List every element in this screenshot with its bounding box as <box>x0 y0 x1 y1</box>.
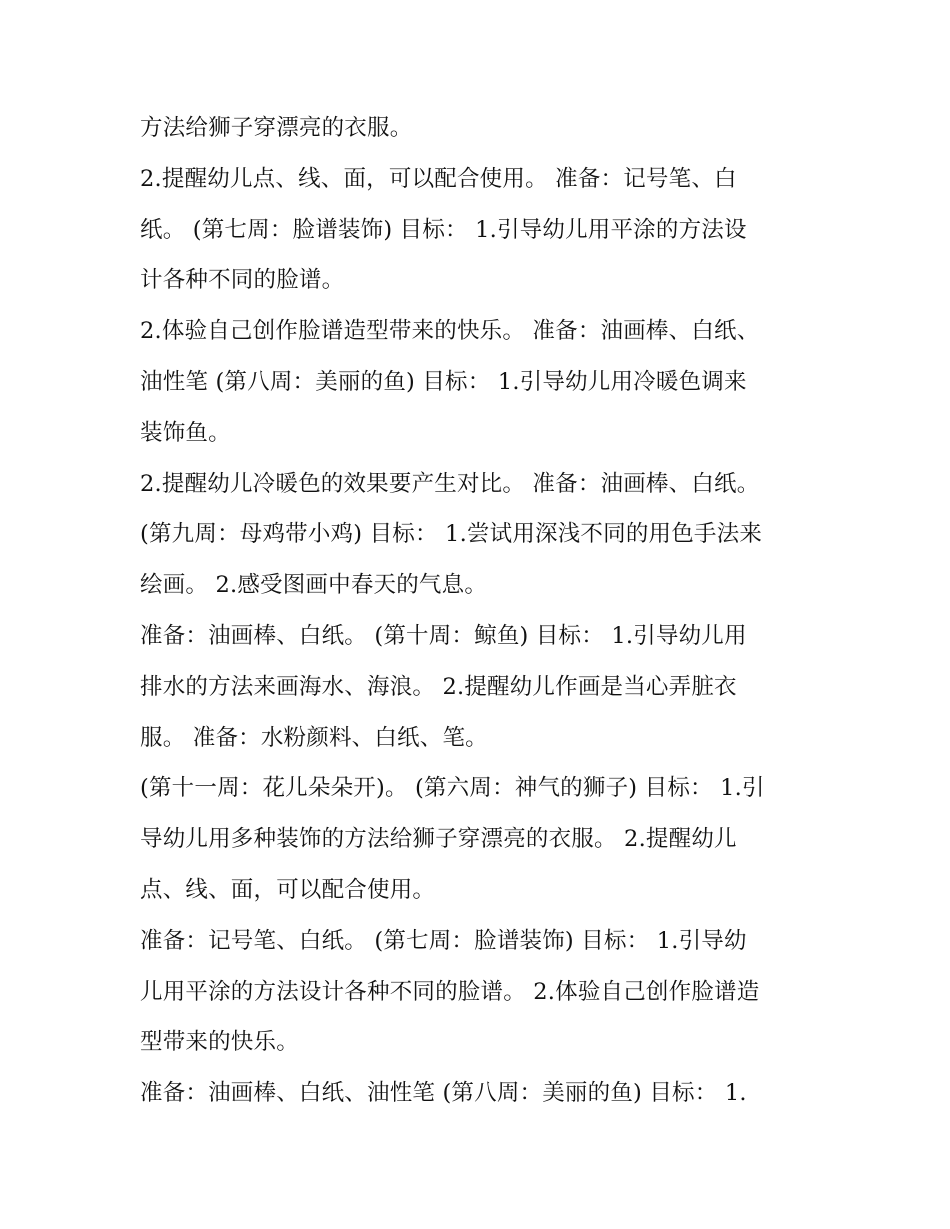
text-line: (第九周：母鸡带小鸡) 目标： 1.尝试用深浅不同的用色手法来 <box>140 521 763 548</box>
text-line: 点、线、面，可以配合使用。 <box>140 876 436 903</box>
text-line: 排水的方法来画海水、海浪。 2.提醒幼儿作画是当心弄脏衣 <box>140 673 737 700</box>
text-line: 装饰鱼。 <box>140 419 231 446</box>
text-line: 绘画。 2.感受图画中春天的气息。 <box>140 572 488 599</box>
text-line: 型带来的快乐。 <box>140 1029 299 1056</box>
text-line: 计各种不同的脸谱。 <box>140 267 345 294</box>
text-line: 方法给狮子穿漂亮的衣服。 <box>140 115 413 141</box>
text-line: 2.提醒幼儿冷暖色的效果要产生对比。 准备：油画棒、白纸。 <box>140 470 760 497</box>
text-line: 准备：记号笔、白纸。 (第七周：脸谱装饰) 目标： 1.引导幼 <box>140 927 747 954</box>
document-body <box>140 103 830 1119</box>
text-line: 儿用平涂的方法设计各种不同的脸谱。 2.体验自己创作脸谱造 <box>140 978 760 1005</box>
text-line: 准备：油画棒、白纸。 (第十周：鲸鱼) 目标： 1.引导幼儿用 <box>140 622 747 649</box>
text-line: 服。 准备：水粉颜料、白纸、笔。 <box>140 724 488 751</box>
text-line: 2.体验自己创作脸谱造型带来的快乐。 准备：油画棒、白纸、 <box>140 318 760 345</box>
text-line: (第十一周：花儿朵朵开)。 (第六周：神气的狮子) 目标： 1.引 <box>140 775 765 802</box>
text-line: 纸。 (第七周：脸谱装饰) 目标： 1.引导幼儿用平涂的方法设 <box>140 216 747 243</box>
text-line: 油性笔 (第八周：美丽的鱼) 目标： 1.引导幼儿用冷暖色调来 <box>140 368 747 395</box>
text-line: 准备：油画棒、白纸、油性笔 (第八周：美丽的鱼) 目标： 1. <box>140 1080 747 1107</box>
text-line: 导幼儿用多种装饰的方法给狮子穿漂亮的衣服。 2.提醒幼儿 <box>140 826 737 853</box>
text-line: 2.提醒幼儿点、线、面，可以配合使用。 准备：记号笔、白 <box>140 165 737 192</box>
